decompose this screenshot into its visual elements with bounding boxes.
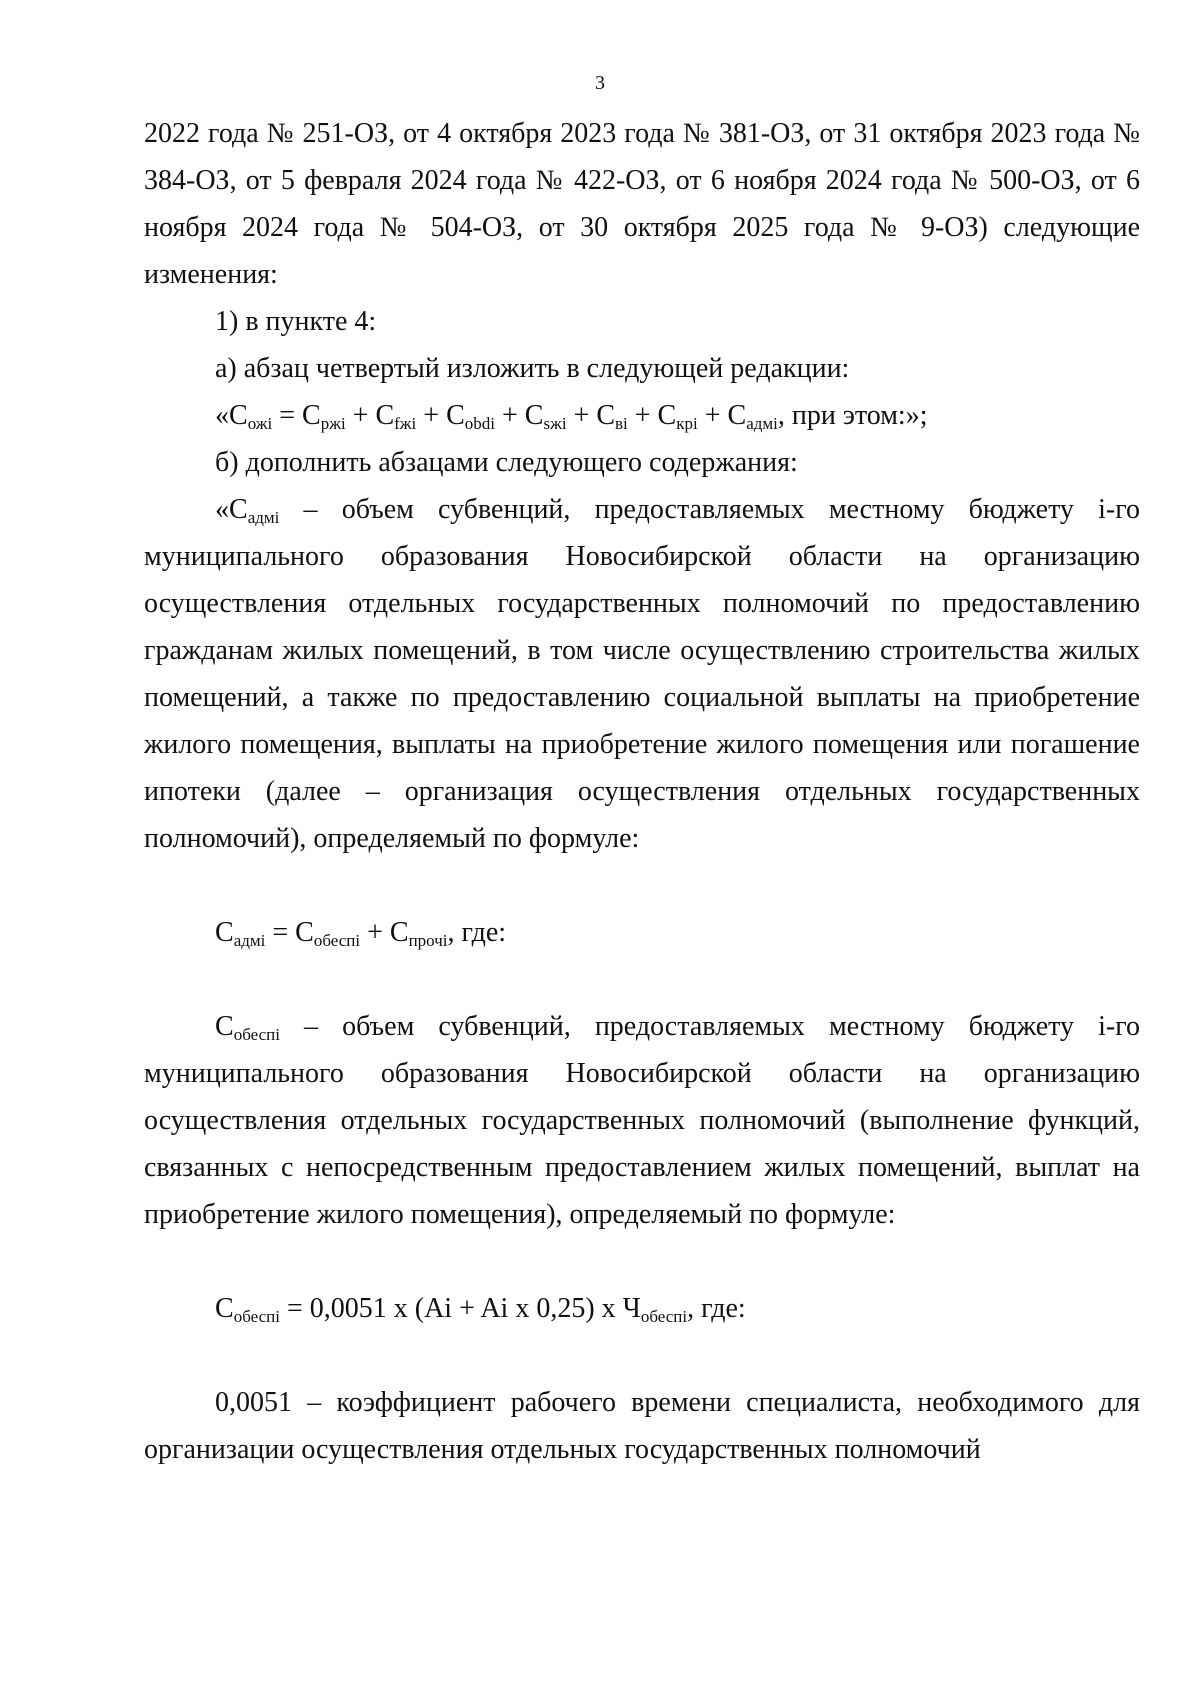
formula-subscript: ржi — [320, 414, 346, 433]
intro-paragraph: 2022 года № 251-ОЗ, от 4 октября 2023 года № 381-ОЗ, от 31 октября 2023 года № 384-ОЗ, от 5 февраля 2024 года № 422-ОЗ, от 6 ноября 2024 года № 500-ОЗ, от 6 ноября 2024 года № 504-ОЗ, от 30 октября 2025 года № 9-ОЗ) следующие изменения: — [144, 118, 1140, 290]
formula-subscript: обеспi — [233, 1307, 280, 1326]
formula-text: = С — [272, 400, 321, 431]
item-b-paragraph: б) дополнить абзацами следующего содержания: — [215, 447, 798, 478]
item-a-paragraph: а) абзац четвертый изложить в следующей редакции: — [215, 353, 850, 384]
formula-subscript: обеспi — [640, 1307, 688, 1326]
definition-symbol: «С — [215, 494, 248, 525]
formula-text: С — [215, 917, 234, 948]
formula-text: «С — [215, 400, 248, 431]
formula-subscript: прочi — [408, 931, 448, 950]
formula-text: + С — [494, 400, 544, 431]
formula-subscript: крi — [676, 414, 698, 433]
formula-text: = 0,0051 х (Ai + Ai х 0,25) х Ч — [279, 1293, 641, 1324]
formula-text: + С — [627, 400, 677, 431]
formula-text: + С — [697, 400, 747, 431]
formula-subscript: ожi — [247, 414, 273, 433]
definition-text: – объем субвенций, предоставляемых местному бюджету i-го муниципального образования Новосибирской области на организацию осуществления отдельных государственных полномочий (выполнение функций, связанных с непосредственным предоставлением жилых помещений, выплат на приобретение жилого помещения), определяемый по формуле: — [144, 1011, 1140, 1230]
formula-subscript: обеспi — [313, 931, 361, 950]
formula-text: + С — [566, 400, 616, 431]
spacer — [144, 862, 1140, 909]
formula-text: , где: — [447, 917, 507, 948]
formula-2 — [144, 909, 1140, 956]
formula-1 — [144, 392, 1140, 439]
formula-subscript: sжi — [543, 414, 567, 433]
page-number: 3 — [595, 72, 605, 94]
formula-subscript: адмi — [233, 931, 266, 950]
formula-3 — [144, 1285, 1140, 1332]
formula-text: = С — [265, 917, 314, 948]
document-body — [144, 110, 1140, 1473]
definition-subscript: обеспi — [233, 1025, 280, 1044]
definition-text: – объем субвенций, предоставляемых местному бюджету i-го муниципального образования Новосибирской области на организацию осуществления отдельных государственных полномочий по предоставлению гражданам жилых помещений, в том числе осуществлению строительства жилых помещений, а также по предоставлению социальной выплаты на приобретение жилого помещения, выплаты на приобретение жилого помещения или погашение ипотеки (далее – организация осуществления отдельных государственных полномочий), определяемый по формуле: — [144, 494, 1140, 854]
formula-text: + С — [360, 917, 409, 948]
formula-text: + С — [416, 400, 465, 431]
definition-adm-paragraph — [144, 486, 1140, 862]
formula-subscript: вi — [615, 414, 628, 433]
spacer — [144, 1332, 1140, 1379]
formula-text: С — [215, 1293, 234, 1324]
item-1-paragraph: 1) в пункте 4: — [215, 306, 377, 337]
formula-subscript: obdi — [464, 414, 495, 433]
formula-text: + С — [345, 400, 395, 431]
spacer — [144, 956, 1140, 1003]
formula-text: , при этом:»; — [777, 400, 928, 431]
formula-subscript: адмi — [746, 414, 778, 433]
definition-symbol: С — [215, 1011, 234, 1042]
definition-obesp-paragraph — [144, 1003, 1140, 1238]
formula-text: , где: — [687, 1293, 746, 1324]
definition-subscript: адмi — [247, 508, 280, 527]
spacer — [144, 1238, 1140, 1285]
definition-coefficient-paragraph: 0,0051 – коэффициент рабочего времени специалиста, необходимого для организации осуществления отдельных государственных полномочий — [144, 1387, 1140, 1465]
formula-subscript: fжi — [394, 414, 417, 433]
